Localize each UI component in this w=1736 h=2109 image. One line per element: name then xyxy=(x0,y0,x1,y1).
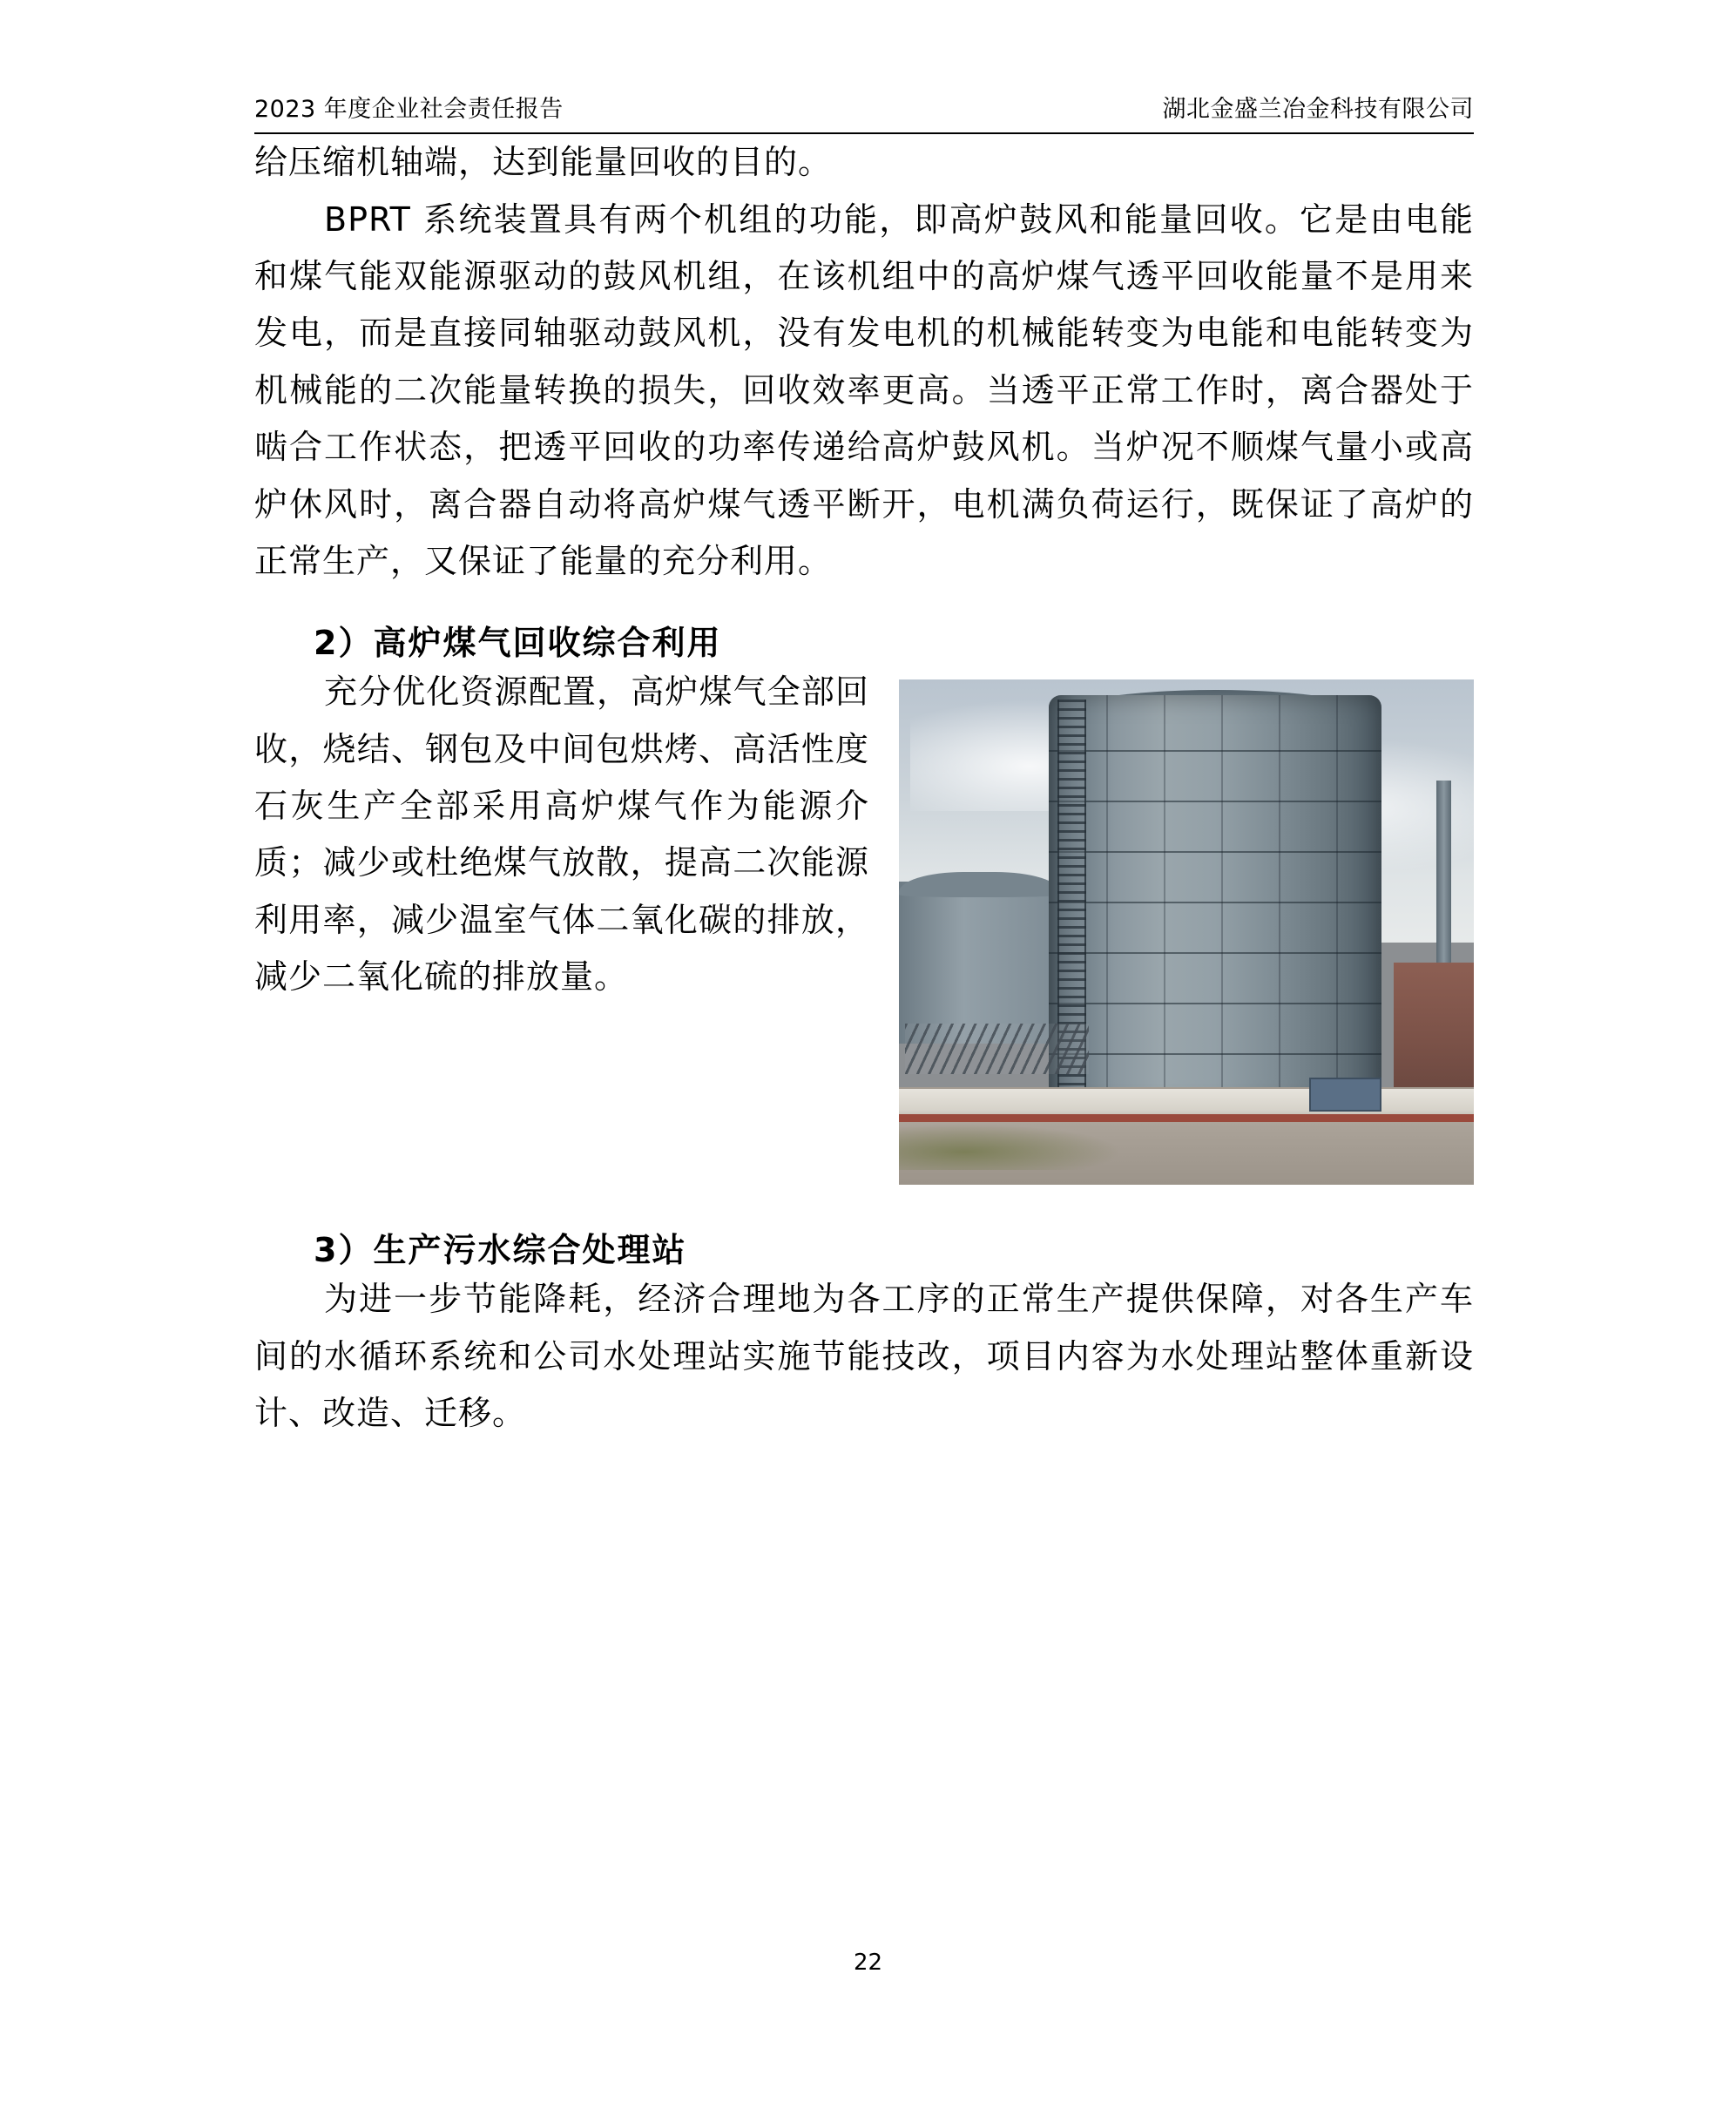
photo-tank-ring xyxy=(1049,1003,1382,1004)
photo-tank-ring xyxy=(1049,952,1382,954)
page-number: 22 xyxy=(853,1950,883,1976)
heading-blast-furnace-gas: 2）高炉煤气回收综合利用 xyxy=(314,624,722,663)
page-header xyxy=(254,96,1474,134)
photo-tank-ring xyxy=(1049,801,1382,802)
photo-tank-seam xyxy=(1336,695,1338,1110)
photo-tank-seam xyxy=(1221,695,1223,1110)
paragraph-bprt: BPRT 系统装置具有两个机组的功能，即高炉鼓风和能量回收。它是由电能和煤气能双能源驱动的鼓风机组，在该机组中的高炉煤气透平回收能量不是用来发电，而是直接同轴驱动鼓风机，没有发电机的机械能转变为电能和电能转变为机械能的二次能量转换的损失，回收效率更高。当透平正常工作时，离合器处于啮合工作状态，把透平回收的功率传递给高炉鼓风机。当炉况不顺煤气量小或高炉休风时，离合器自动将高炉煤气透平断开，电机满负荷运行，既保证了高炉的正常生产，又保证了能量的充分利用。 xyxy=(254,199,1474,580)
photo-tank-seam xyxy=(1106,695,1108,1110)
header-left-title: 2023 年度企业社会责任报告 xyxy=(254,96,564,123)
gas-holder-photo xyxy=(899,679,1474,1185)
photo-tank-ring xyxy=(1049,750,1382,752)
photo-tank-ring xyxy=(1049,851,1382,853)
figure-text-block xyxy=(254,664,1474,1197)
photo-steel-truss xyxy=(905,1024,1089,1074)
photo-secondary-tank xyxy=(899,882,1060,1044)
paragraph-gas-recovery: 充分优化资源配置，高炉煤气全部回收，烧结、钢包及中间包烘烤、高活性度石灰生产全部采用高炉煤气作为能源介质；减少或杜绝煤气放散，提高二次能源利用率，减少温室气体二氧化碳的排放，减少二氧化硫的排放量。 xyxy=(254,673,869,997)
photo-canvas xyxy=(899,679,1474,1185)
photo-wall-red-band xyxy=(899,1114,1474,1122)
heading-wastewater-station: 3）生产污水综合处理站 xyxy=(314,1231,687,1270)
header-right-company: 湖北金盛兰冶金科技有限公司 xyxy=(1162,96,1474,123)
photo-tank-seam xyxy=(1279,695,1280,1110)
photo-grass xyxy=(899,1125,1118,1170)
page-content xyxy=(254,96,1474,1442)
photo-tank-seam xyxy=(1164,695,1165,1110)
photo-gate xyxy=(1309,1078,1381,1112)
photo-right-building xyxy=(1394,963,1474,1094)
photo-tank-ring xyxy=(1049,1053,1382,1055)
paragraph-wastewater: 为进一步节能降耗，经济合理地为各工序的正常生产提供保障，对各生产车间的水循环系统和公司水处理站实施节能技改，项目内容为水处理站整体重新设计、改造、迁移。 xyxy=(254,1280,1474,1432)
photo-tank-ring xyxy=(1049,902,1382,903)
paragraph-continued: 给压缩机轴端，达到能量回收的目的。 xyxy=(254,143,833,182)
